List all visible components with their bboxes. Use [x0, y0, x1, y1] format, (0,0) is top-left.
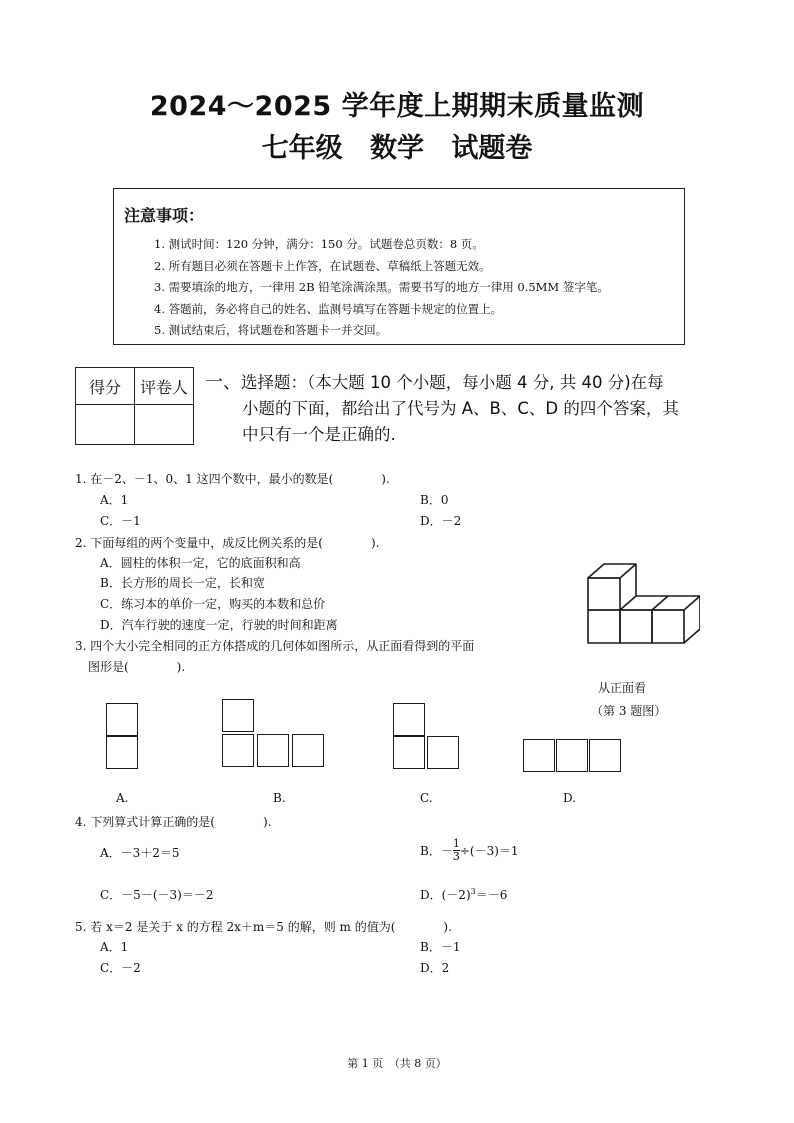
score-header: 得分	[76, 368, 135, 405]
q3-figure-caption: （第 3 题图）	[591, 704, 667, 718]
fraction-denominator: 3	[452, 849, 460, 863]
q3-figure-caption-view: 从正面看	[598, 681, 647, 695]
q4-option-d-suffix: ＝－6	[475, 888, 508, 902]
q4-option-d-prefix: D．(－2)	[420, 888, 471, 902]
grader-cell[interactable]	[135, 405, 194, 445]
question-3-stem-cont: 图形是( ).	[88, 660, 186, 674]
notice-item: 3. 需要填涂的地方，一律用 2B 铅笔涂满涂黑。需要书写的地方一律用 0.5MM 签字笔。	[154, 280, 609, 295]
notice-box	[113, 188, 685, 345]
question-4-stem: 4. 下列算式计算正确的是( ).	[75, 815, 272, 829]
q3-option-a-label[interactable]: A.	[116, 791, 129, 805]
q3-option-c-figure[interactable]	[393, 703, 461, 771]
q3-solid-figure	[584, 558, 700, 648]
q4-option-c[interactable]: C．－5－(－3)＝－2	[100, 888, 214, 902]
q2-option-d[interactable]: D．汽车行驶的速度一定，行驶的时间和距离	[100, 618, 338, 632]
q5-option-b[interactable]: B．－1	[420, 940, 461, 954]
q5-option-c[interactable]: C．－2	[100, 961, 141, 975]
q5-option-d[interactable]: D．2	[420, 961, 450, 975]
notice-item: 2. 所有题目必须在答题卡上作答，在试题卷、草稿纸上答题无效。	[154, 258, 491, 273]
q1-option-c[interactable]: C．－1	[100, 514, 141, 528]
q1-option-b[interactable]: B．0	[420, 493, 449, 507]
page-footer: 第 1 页 （共 8 页）	[347, 1057, 447, 1070]
notice-item: 4. 答题前，务必将自己的姓名、监测号填写在答题卡规定的位置上。	[154, 301, 503, 316]
notice-list	[154, 234, 609, 342]
question-2-stem: 2. 下面每组的两个变量中，成反比例关系的是( ).	[75, 536, 380, 550]
q2-option-b[interactable]: B．长方形的周长一定，长和宽	[100, 576, 265, 590]
question-5-stem: 5. 若 x＝2 是关于 x 的方程 2x＋m＝5 的解，则 m 的值为( ).	[75, 920, 452, 934]
q3-option-b-label[interactable]: B.	[273, 791, 286, 805]
section-title	[205, 370, 725, 448]
score-table	[75, 367, 194, 445]
grader-header: 评卷人	[135, 368, 194, 405]
q3-option-d-figure[interactable]	[523, 739, 623, 773]
score-cell[interactable]	[76, 405, 135, 445]
section-line3: 中只有一个是正确的.	[242, 425, 396, 444]
q2-option-a[interactable]: A．圆柱的体积一定，它的底面积和高	[100, 556, 301, 570]
q4-option-b-prefix: B．－	[420, 843, 453, 858]
q1-option-a[interactable]: A．1	[100, 493, 129, 507]
q2-option-c[interactable]: C．练习本的单价一定，购买的本数和总价	[100, 597, 326, 611]
q4-option-d[interactable]	[420, 886, 507, 903]
q3-option-b-figure[interactable]	[222, 699, 326, 771]
q1-option-d[interactable]: D．－2	[420, 514, 462, 528]
q3-option-a-figure[interactable]	[106, 703, 140, 771]
notice-item: 5. 测试结束后，将试题卷和答题卡一并交回。	[154, 323, 388, 338]
question-1-stem: 1. 在－2、－1、0、1 这四个数中，最小的数是( ).	[75, 472, 390, 486]
q4-option-b-fraction	[453, 838, 460, 863]
notice-heading: 注意事项：	[124, 206, 205, 225]
notice-item: 1. 测试时间：120 分钟，满分：150 分。试题卷总页数：8 页。	[154, 237, 484, 251]
q4-option-b-suffix: ÷(－3)＝1	[459, 843, 519, 858]
q4-option-b[interactable]	[420, 830, 519, 870]
q4-option-a[interactable]: A．－3＋2＝5	[100, 846, 180, 860]
fraction-numerator: 1	[452, 836, 460, 850]
exam-subtitle: 七年级 数学 试题卷	[261, 133, 533, 164]
q3-option-d-label[interactable]: D.	[563, 791, 577, 805]
question-3-stem: 3. 四个大小完全相同的正方体搭成的几何体如图所示，从正面看得到的平面	[75, 639, 475, 653]
q4-option-d-exponent: 3	[470, 887, 476, 896]
q5-option-a[interactable]: A．1	[100, 940, 129, 954]
q3-option-c-label[interactable]: C.	[420, 791, 433, 805]
section-number: 一、	[205, 372, 241, 393]
exam-title: 2024～2025 学年度上期期末质量监测	[149, 91, 645, 122]
section-line1: 选择题：（本大题 10 个小题，每小题 4 分, 共 40 分)在每	[241, 373, 664, 392]
section-line2: 小题的下面，都给出了代号为 A、B、C、D 的四个答案，其	[242, 399, 679, 418]
